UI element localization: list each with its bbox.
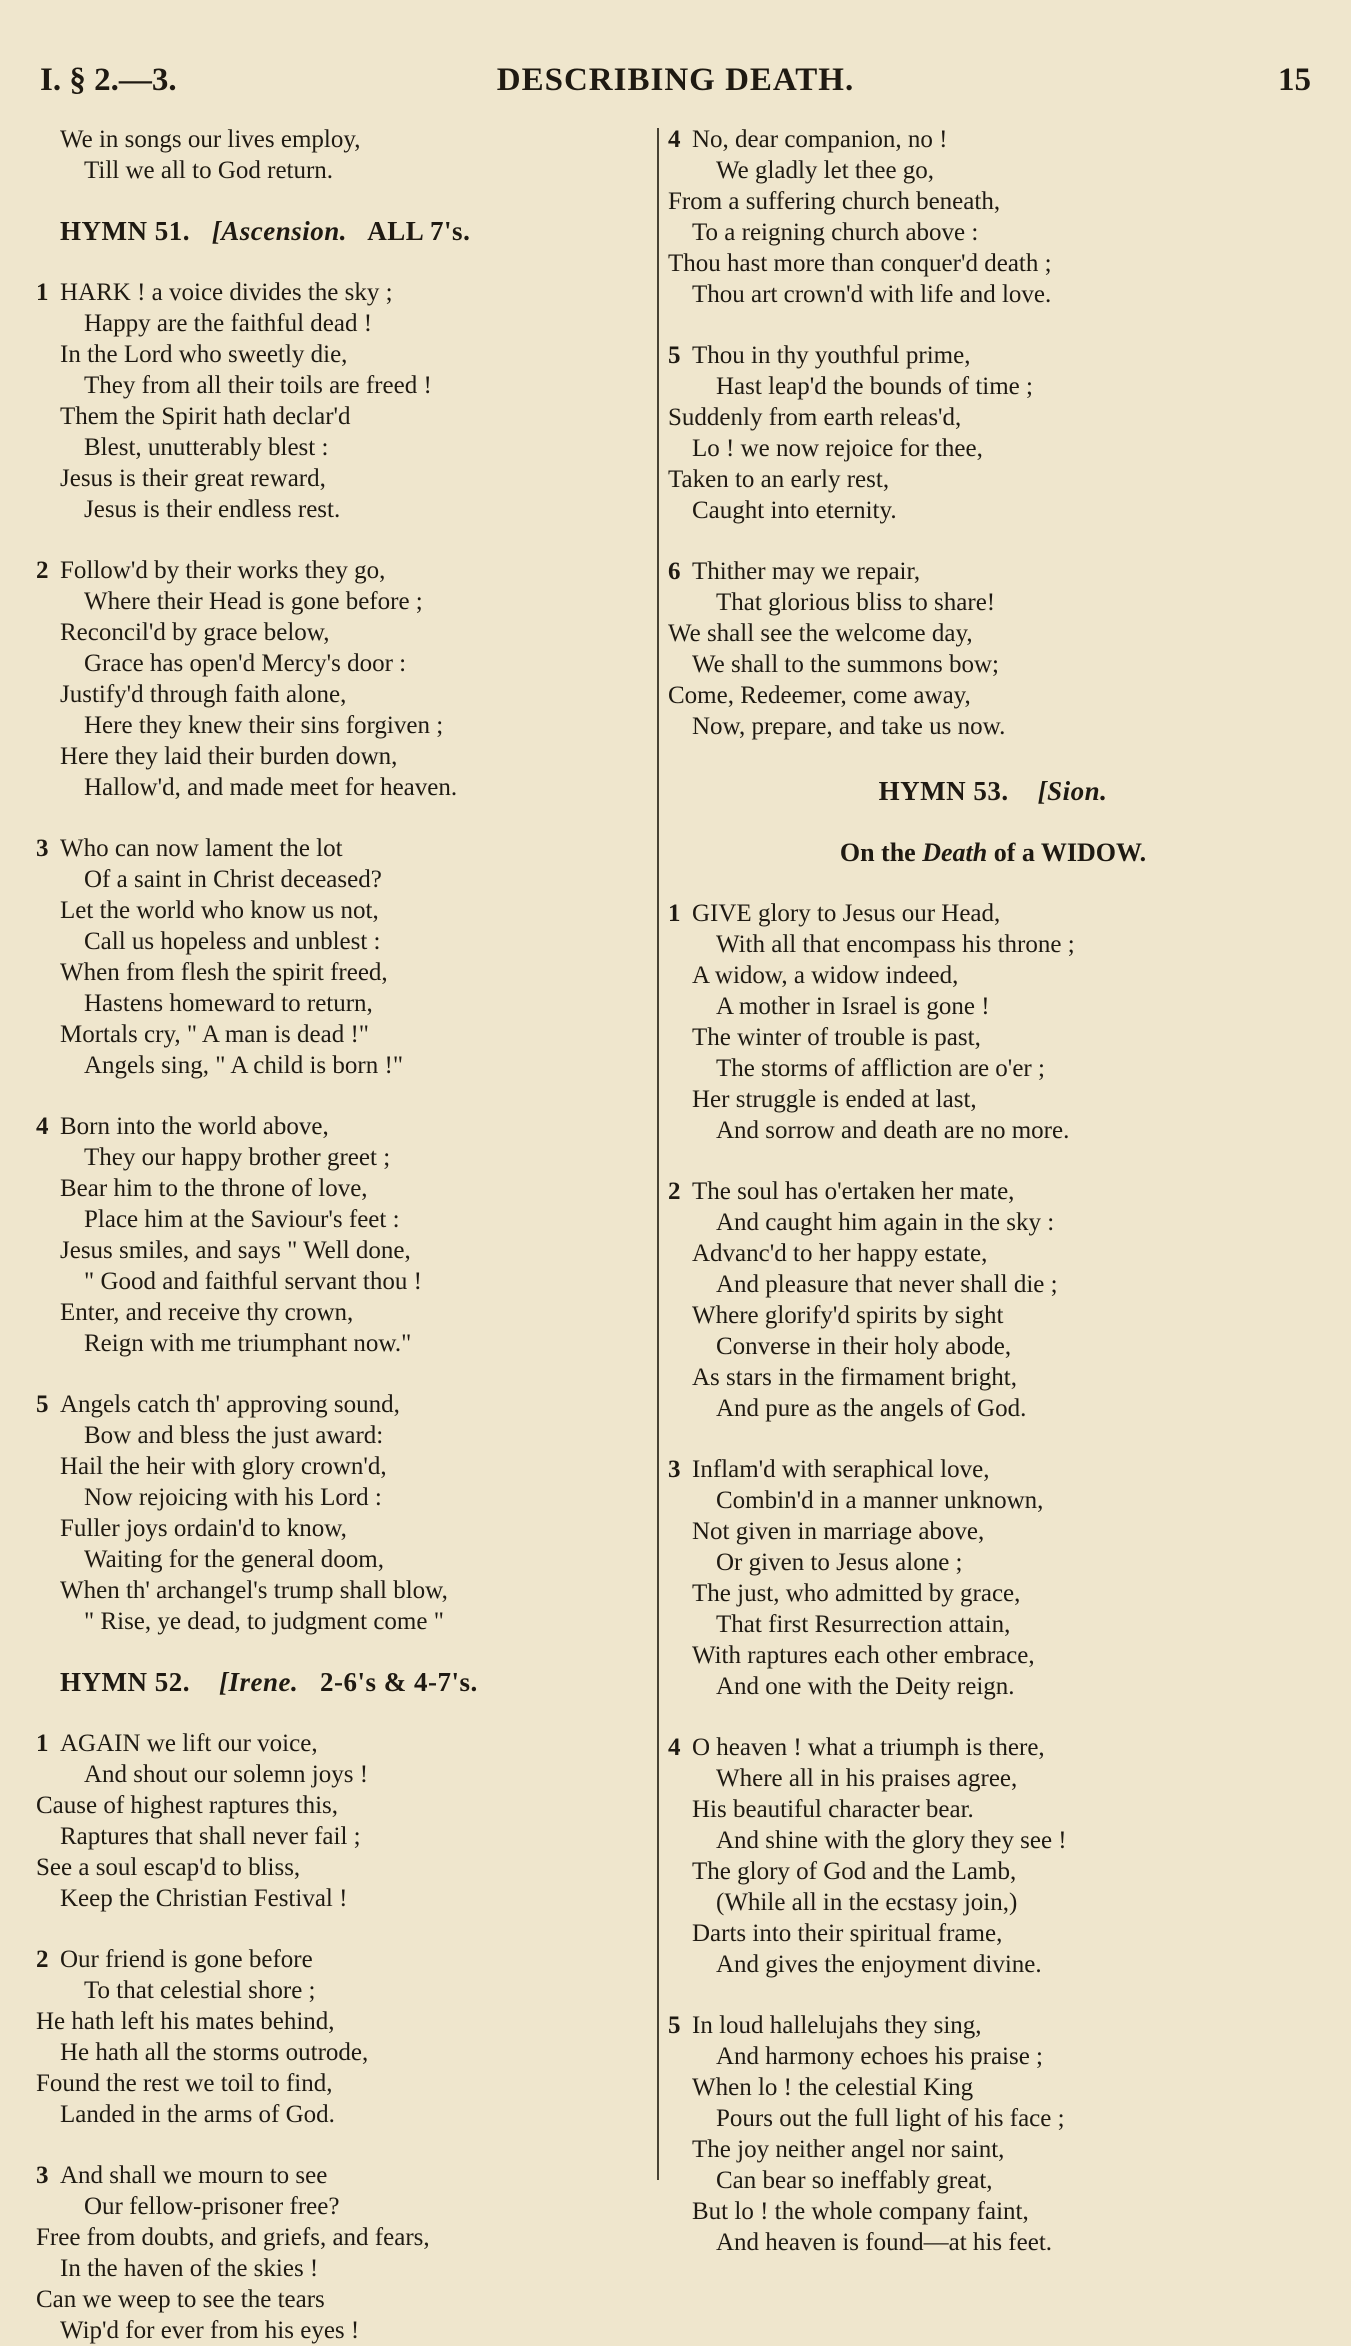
verse-line [36,2253,646,2284]
verse-text: The glory of God and the Lamb, [692,1858,1017,1885]
verse-line [36,1575,646,1606]
verse-text: Found the rest we toil to find, [36,2070,333,2097]
verse-text: And one with the Deity reign. [716,1673,1015,1700]
verse-line [36,1728,646,1759]
verse-text: The joy neither angel nor saint, [692,2136,1005,2163]
verse-line [36,1513,646,1544]
verse-text: In loud hallelujahs they sing, [692,2012,982,2039]
verse-number: 4 [668,126,681,153]
hymn-number: HYMN 51. [60,216,190,246]
verse [36,1389,646,1637]
hymn-53-verses [668,898,1318,2258]
verse-text: He hath left his mates behind, [36,2008,335,2035]
verse-text: Waiting for the general doom, [84,1546,384,1573]
verse-text: " Rise, ye dead, to judgment come " [84,1608,444,1635]
verse-line [668,433,1318,464]
verse-text: That glorious bliss to share! [716,589,996,616]
verse-line [668,649,1318,680]
verse-line [668,1115,1318,1146]
verse [36,1111,646,1359]
verse [668,2010,1318,2258]
subtitle-text: of a WIDOW. [993,838,1147,867]
verse-text: Jesus is their endless rest. [84,496,341,523]
verse-line [668,2103,1318,2134]
verse-text: Cause of highest raptures this, [36,1792,339,1819]
verse-line [36,494,646,525]
verse-text: And sorrow and death are no more. [716,1117,1070,1144]
verse-line [668,1084,1318,1115]
verse-line [668,402,1318,433]
verse-line [36,1482,646,1513]
verse-text: Where glorify'd spirits by sight [692,1302,1004,1329]
verse-line [668,711,1318,742]
verse [36,2160,646,2346]
verse-line [668,248,1318,279]
verse-line [36,1420,646,1451]
verse-text: The storms of affliction are o'er ; [716,1055,1045,1082]
verse-line [36,1944,646,1975]
verse-text: They from all their toils are freed ! [84,372,432,399]
verse-text: Keep the Christian Festival ! [60,1885,348,1912]
subtitle-italic: Death [922,838,988,867]
hymn-51-heading [36,216,646,247]
verse-text: Bear him to the throne of love, [60,1175,368,1202]
verse-line [668,1578,1318,1609]
verse-text: Justify'd through faith alone, [60,681,347,708]
verse [668,1454,1318,1702]
verse-text: Raptures that shall never fail ; [60,1823,361,1850]
verse-number: 3 [668,1456,681,1483]
verse-line [668,680,1318,711]
verse-text: Born into the world above, [60,1113,329,1140]
verse-number: 6 [668,558,681,585]
verse-text: To that celestial shore ; [84,1977,316,2004]
verse-line [668,1300,1318,1331]
verse [36,555,646,803]
verse-line [668,1856,1318,1887]
verse-text: Of a saint in Christ deceased? [84,866,382,893]
verse-text: Thou art crown'd with life and love. [692,281,1052,308]
verse-text: Hallow'd, and made meet for heaven. [84,774,458,801]
tune-name: [Ascension. [211,216,348,246]
verse-text: Thither may we repair, [692,558,921,585]
verse-text: Our friend is gone before [60,1946,313,1973]
verse-line [36,679,646,710]
verse-text: And shout our solemn joys ! [84,1761,369,1788]
verse-text: Blest, unutterably blest : [84,434,329,461]
verse-line [668,1269,1318,1300]
verse-text: To a reigning church above : [692,219,979,246]
verse-line [36,1759,646,1790]
verse-text: Angels sing, " A child is born !" [84,1052,404,1079]
verse-line [668,186,1318,217]
verse-line [36,2099,646,2130]
verse-line [36,1235,646,1266]
verse-text: Grace has open'd Mercy's door : [84,650,407,677]
verse-text: Them the Spirit hath declar'd [60,403,351,430]
verse-text: Where their Head is gone before ; [84,588,423,615]
verse-line [668,1485,1318,1516]
verse-line: Till we all to God return. [84,157,334,184]
page-number: 15 [1278,62,1311,98]
verse-text: Now rejoicing with his Lord : [84,1484,382,1511]
verse [668,556,1318,742]
verse [668,1732,1318,1980]
verse-text: Come, Redeemer, come away, [668,682,971,709]
verse-line [36,741,646,772]
verse-line [36,1852,646,1883]
tune-name: [Irene. [218,1667,299,1697]
verse-text: Here they knew their sins forgiven ; [84,712,444,739]
verse-line [668,960,1318,991]
tune-name: [Sion. [1037,776,1108,806]
verse-line [668,279,1318,310]
verse-line [668,1609,1318,1640]
verse-line [36,1266,646,1297]
verse-line [668,1887,1318,1918]
verse [668,124,1318,310]
hymn-52-heading [36,1667,646,1698]
verse-text: Can bear so ineffably great, [716,2167,993,2194]
verse-text: They our happy brother greet ; [84,1144,391,1171]
verse-text: Let the world who know us not, [60,897,379,924]
verse-line [36,308,646,339]
verse-text: Enter, and receive thy crown, [60,1299,354,1326]
verse-line [36,864,646,895]
verse-text: O heaven ! what a triumph is there, [692,1734,1045,1761]
verse-line [36,586,646,617]
hymn-52-continued-verses [668,124,1318,742]
verse-text: With raptures each other embrace, [692,1642,1035,1669]
verse-text: With all that encompass his throne ; [716,931,1075,958]
verse-text: Now, prepare, and take us now. [692,713,1006,740]
verse-text: His beautiful character bear. [692,1796,974,1823]
verse-text: Free from doubts, and griefs, and fears, [36,2224,430,2251]
verse-text: Her struggle is ended at last, [692,1086,977,1113]
verse-text: Reconcil'd by grace below, [60,619,330,646]
verse-text: When lo ! the celestial King [692,2074,974,2101]
verse-line [36,1328,646,1359]
verse-line [668,1393,1318,1424]
verse-line [36,833,646,864]
verse-line [36,370,646,401]
verse-line [36,277,646,308]
verse-number: 1 [668,900,681,927]
verse-line [668,1640,1318,1671]
verse-line [36,1173,646,1204]
verse-text: Hastens homeward to return, [84,990,373,1017]
hymn-51-verses [36,277,646,1637]
verse-text: And shall we mourn to see [60,2162,328,2189]
verse-text: Hail the heir with glory crown'd, [60,1453,387,1480]
verse-line [668,2041,1318,2072]
verse-text: GIVE glory to Jesus our Head, [692,900,1001,927]
verse-line [668,929,1318,960]
verse-text: (While all in the ecstasy join,) [716,1889,1018,1916]
verse-text: We gladly let thee go, [716,157,935,184]
verse-line [668,1454,1318,1485]
left-column [36,124,646,2346]
verse-text: When th' archangel's trump shall blow, [60,1577,448,1604]
section-reference: I. § 2.—3. [40,62,177,98]
verse-text: Fuller joys ordain'd to know, [60,1515,347,1542]
verse-text: Angels catch th' approving sound, [60,1391,400,1418]
verse-text: Follow'd by their works they go, [60,557,386,584]
verse-line [668,1794,1318,1825]
verse-text: And pure as the angels of God. [716,1395,1027,1422]
verse-number: 3 [36,2162,49,2189]
verse [36,1728,646,1914]
verse-text: AGAIN we lift our voice, [60,1730,318,1757]
verse-text: And heaven is found—at his feet. [716,2229,1053,2256]
verse-line [668,2165,1318,2196]
verse-text: From a suffering church beneath, [668,188,1001,215]
verse-line [36,555,646,586]
verse-line [668,556,1318,587]
verse-line [668,2196,1318,2227]
verse-line [668,1918,1318,1949]
verse-line [36,2315,646,2346]
verse-line [36,1297,646,1328]
verse-text: We shall see the welcome day, [668,620,973,647]
verse-line [36,1975,646,2006]
verse-line [36,2222,646,2253]
verse [36,277,646,525]
verse-text: And caught him again in the sky : [716,1209,1055,1236]
verse-text: Reign with me triumphant now." [84,1330,412,1357]
verse-line [668,1207,1318,1238]
verse-text: A widow, a widow indeed, [692,962,959,989]
verse-number: 5 [36,1391,49,1418]
verse-text: Suddenly from earth releas'd, [668,404,962,431]
verse-text: HARK ! a voice divides the sky ; [60,279,393,306]
verse [36,1944,646,2130]
verse-number: 1 [36,1730,49,1757]
verse-line [36,988,646,1019]
verse-line [36,926,646,957]
verse-line [36,1204,646,1235]
verse-line [36,648,646,679]
verse-line [36,895,646,926]
verse-text: And harmony echoes his praise ; [716,2043,1044,2070]
verse-line [668,991,1318,1022]
verse-text: Darts into their spiritual frame, [692,1920,1003,1947]
verse-text: When from flesh the spirit freed, [60,959,388,986]
verse [36,833,646,1081]
verse-line [668,124,1318,155]
verse-line [36,1142,646,1173]
verse-number: 4 [36,1113,49,1140]
verse-text: Or given to Jesus alone ; [716,1549,963,1576]
verse-line [668,340,1318,371]
verse-line [668,1949,1318,1980]
verse-text: " Good and faithful servant thou ! [84,1268,422,1295]
verse-line [36,401,646,432]
verse-number: 5 [668,342,681,369]
verse-text: Combin'd in a manner unknown, [716,1487,1044,1514]
verse-line [36,1606,646,1637]
verse-text: Bow and bless the just award: [84,1422,384,1449]
hymn-53-heading [668,776,1318,807]
verse-text: Who can now lament the lot [60,835,343,862]
verse-line [36,1389,646,1420]
verse-text: Landed in the arms of God. [60,2101,335,2128]
verse-line [668,495,1318,526]
verse-line [668,1176,1318,1207]
verse-line [668,2227,1318,2258]
verse-line [36,2006,646,2037]
verse-text: Advanc'd to her happy estate, [692,1240,988,1267]
verse-line [36,1544,646,1575]
verse-text: Thou hast more than conquer'd death ; [668,250,1052,277]
verse-line [36,2068,646,2099]
verse-text: Wip'd for ever from his eyes ! [60,2317,360,2344]
verse-text: Pours out the full light of his face ; [716,2105,1065,2132]
verse-line [668,155,1318,186]
verse-text: A mother in Israel is gone ! [716,993,990,1020]
verse-text: In the haven of the skies ! [60,2255,319,2282]
verse-number: 5 [668,2012,681,2039]
verse-line [36,432,646,463]
verse-line [668,1362,1318,1393]
hymn-52-verses [36,1728,646,2346]
verse-line [36,339,646,370]
verse-text: And pleasure that never shall die ; [716,1271,1058,1298]
verse-line [36,710,646,741]
verse-line: We in songs our lives employ, [60,126,361,153]
verse-line [668,1763,1318,1794]
verse-text: And gives the enjoyment divine. [716,1951,1042,1978]
verse-text: Here they laid their burden down, [60,743,398,770]
running-head [40,62,1311,112]
verse-text: That first Resurrection attain, [716,1611,1011,1638]
verse-line [668,1825,1318,1856]
verse-text: Not given in marriage above, [692,1518,985,1545]
verse [668,898,1318,1146]
meter: 2-6's & 4-7's. [319,1667,478,1697]
verse-line [668,1671,1318,1702]
verse-line [668,2072,1318,2103]
verse-number: 1 [36,279,49,306]
verse-line [36,2160,646,2191]
verse-line [668,217,1318,248]
verse [668,1176,1318,1424]
verse-text: No, dear companion, no ! [692,126,948,153]
verse-text: Place him at the Saviour's feet : [84,1206,400,1233]
subtitle-text: On the [839,838,916,867]
verse-line [668,587,1318,618]
verse-line [36,463,646,494]
verse-text: Hast leap'd the bounds of time ; [716,373,1033,400]
verse-text: The soul has o'ertaken her mate, [692,1178,1015,1205]
verse-line [668,1022,1318,1053]
verse-line [36,2191,646,2222]
continued-verse [36,124,646,186]
verse [668,340,1318,526]
verse-text: But lo ! the whole company faint, [692,2198,1029,2225]
meter: ALL 7's. [367,216,471,246]
verse-line [36,1050,646,1081]
verse-text: Where all in his praises agree, [716,1765,1018,1792]
verse-text: In the Lord who sweetly die, [60,341,348,368]
verse-line [668,898,1318,929]
verse-line [36,1019,646,1050]
verse-line [668,1516,1318,1547]
verse-line [36,1883,646,1914]
verse-number: 2 [668,1178,681,1205]
verse-text: See a soul escap'd to bliss, [36,1854,301,1881]
verse-line [36,617,646,648]
verse-text: Lo ! we now rejoice for thee, [692,435,983,462]
verse-line [668,1053,1318,1084]
verse-text: And shine with the glory they see ! [716,1827,1067,1854]
verse-line [668,1732,1318,1763]
verse-line [36,1451,646,1482]
verse-line [36,957,646,988]
hymn-number: HYMN 53. [878,776,1009,806]
verse-line [36,1821,646,1852]
verse-text: Thou in thy youthful prime, [692,342,971,369]
verse-text: Mortals cry, " A man is dead !" [60,1021,370,1048]
verse-text: He hath all the storms outrode, [60,2039,369,2066]
verse-text: Converse in their holy abode, [716,1333,1012,1360]
hymn-53-subtitle [668,837,1318,868]
verse-text: Jesus is their great reward, [60,465,326,492]
verse-line [668,1331,1318,1362]
verse-line [668,2010,1318,2041]
verse-number: 3 [36,835,49,862]
verse-line [36,1790,646,1821]
verse-line [36,2284,646,2315]
column-divider [657,128,659,2180]
verse-line [668,2134,1318,2165]
verse-number: 2 [36,557,49,584]
hymn-number: HYMN 52. [60,1667,190,1697]
verse-text: Happy are the faithful dead ! [84,310,373,337]
verse-text: The just, who admitted by grace, [692,1580,1021,1607]
verse-line [36,772,646,803]
verse-line [668,464,1318,495]
verse-text: Can we weep to see the tears [36,2286,325,2313]
right-column [668,124,1318,2258]
verse-text: The winter of trouble is past, [692,1024,981,1051]
verse-line [36,2037,646,2068]
verse-text: Jesus smiles, and says " Well done, [60,1237,411,1264]
verse-line [668,371,1318,402]
verse-line [668,1547,1318,1578]
verse-number: 4 [668,1734,681,1761]
verse-text: As stars in the firmament bright, [692,1364,1017,1391]
verse-line [36,1111,646,1142]
verse-line [668,1238,1318,1269]
verse-text: Caught into eternity. [692,497,897,524]
verse-number: 2 [36,1946,49,1973]
verse-text: Call us hopeless and unblest : [84,928,381,955]
verse-text: Our fellow-prisoner free? [84,2193,340,2220]
verse-text: Inflam'd with seraphical love, [692,1456,990,1483]
verse-text: Taken to an early rest, [668,466,890,493]
verse-line [668,618,1318,649]
verse-text: We shall to the summons bow; [692,651,999,678]
page-title: DESCRIBING DEATH. [496,62,855,98]
